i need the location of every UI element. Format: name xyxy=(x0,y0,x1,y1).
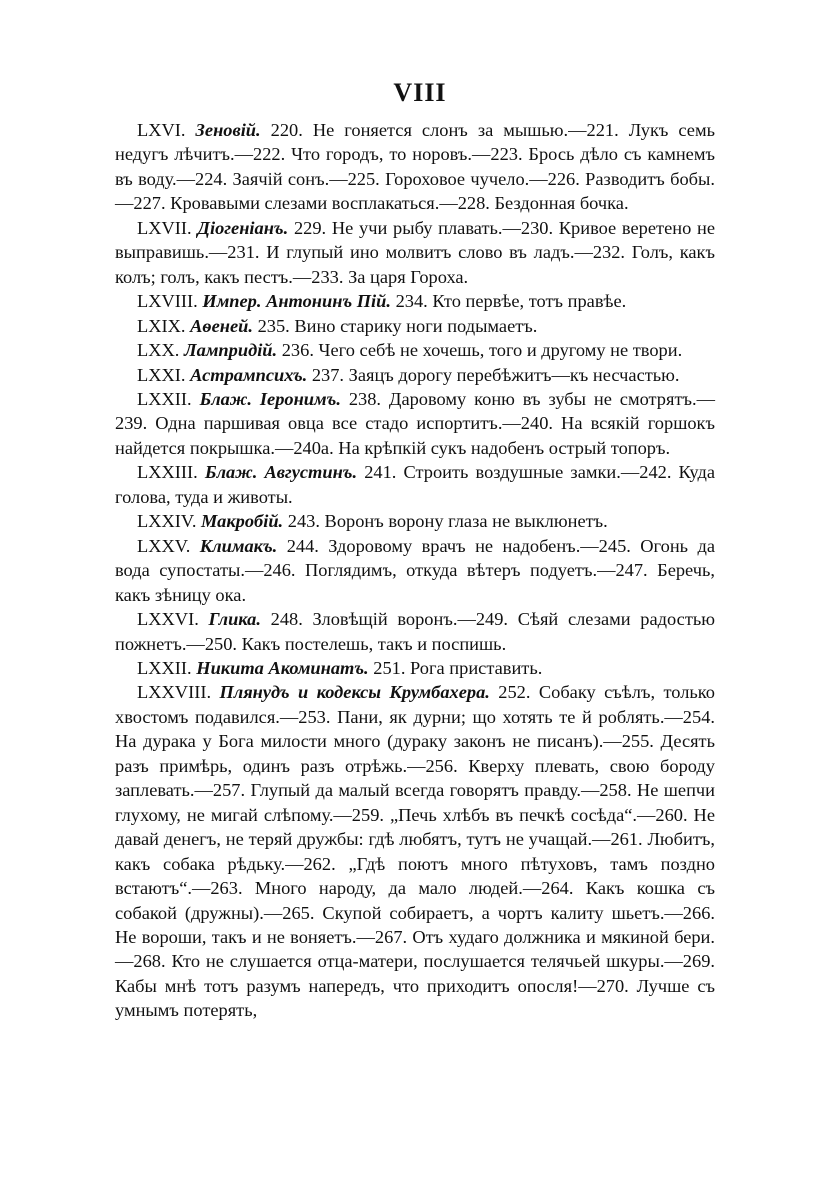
proverb-text: 234. Кто первѣе, тотъ правѣе. xyxy=(390,291,627,312)
section-number: LXXI. xyxy=(137,364,186,385)
section-number: LXXVIII. xyxy=(137,682,212,703)
source-author: Блаж. Августинъ. xyxy=(204,462,358,483)
proverb-entry xyxy=(115,607,715,656)
section-number: LXVII. xyxy=(137,217,192,238)
proverb-entry xyxy=(115,387,715,460)
source-author: Климакъ. xyxy=(199,535,278,556)
proverb-entry xyxy=(115,338,715,362)
source-author: Лампридій. xyxy=(184,340,278,361)
section-number: LXXVI. xyxy=(137,609,199,630)
source-author: Астрампсихъ. xyxy=(190,364,308,385)
proverb-text: 237. Заяцъ дорогу перебѣжитъ—къ несчастью. xyxy=(307,364,680,385)
proverb-text: 229. Не учи рыбу плавать.—230. Кривое веретено не выправишь.—231. И глупый ино молвитъ слово въ ладъ.—232. Голъ, какъ колъ; голъ, какъ пестъ.—233. За царя Гороха. xyxy=(115,217,715,287)
proverb-entry xyxy=(115,289,715,313)
section-number: LXVIII. xyxy=(137,291,198,312)
source-author: Плянудъ и кодексы Крумбахера. xyxy=(219,682,490,703)
proverb-entry xyxy=(115,216,715,289)
proverb-entry xyxy=(115,509,715,533)
section-number: LXXIII. xyxy=(137,462,198,483)
source-author: Глика. xyxy=(208,609,261,630)
proverb-text: 251. Рога приставить. xyxy=(368,657,543,678)
section-number: LXXV. xyxy=(137,535,191,556)
proverb-entry xyxy=(115,680,715,1022)
proverb-text: 244. Здоровому врачъ не надобенъ.—245. Огонь да вода супостаты.—246. Поглядимъ, откуда вѣтеръ подуетъ.—247. Беречь, какъ зѣницу ока. xyxy=(115,535,715,605)
proverb-text: 248. Зловѣщій воронъ.—249. Сѣяй слезами радостью пожнетъ.—250. Какъ постелешь, такъ и поспишь. xyxy=(115,609,715,654)
proverb-text: 238. Даровому коню въ зубы не смотрятъ.—239. Одна паршивая овца все стадо испортитъ.—240. На всякій горшокъ найдется покрышка.—240а. На крѣпкій сукъ надобенъ острый топоръ. xyxy=(115,388,715,458)
section-number: LXXII. xyxy=(137,657,192,678)
section-number: LXIX. xyxy=(137,315,186,336)
body-text xyxy=(115,118,715,1023)
proverb-entry xyxy=(115,460,715,509)
proverb-entry xyxy=(115,314,715,338)
proverb-entry xyxy=(115,534,715,607)
proverb-entry xyxy=(115,118,715,216)
source-author: Зеновій. xyxy=(195,120,261,140)
source-author: Макробій. xyxy=(201,511,284,532)
source-author: Діогеніанъ. xyxy=(197,217,289,238)
proverb-text: 243. Воронъ ворону глаза не выклюнетъ. xyxy=(283,511,608,532)
page-number: VIII xyxy=(393,78,447,107)
section-number: LXX. xyxy=(137,340,180,361)
proverb-entry xyxy=(115,363,715,387)
section-number: LXXII. xyxy=(137,388,192,409)
source-author: Импер. Антонинъ Пій. xyxy=(202,291,391,312)
proverb-text: 220. Не гоняется слонъ за мышью.—221. Лукъ семь недугъ лѣчитъ.—222. Что городъ, то норовъ.—223. Брось дѣло съ камнемъ въ воду.—224. Заячій сонъ.—225. Гороховое чучело.—226. Разводитъ бобы.—227. Кровавыми слезами восплакаться.—228. Бездонная бочка. xyxy=(115,120,715,214)
section-number: LXVI. xyxy=(137,120,186,140)
section-number: LXXIV. xyxy=(137,511,197,532)
proverb-text: 241. Строить воздушные замки.—242. Куда голова, туда и животы. xyxy=(115,462,715,507)
source-author: Блаж. Іеронимъ. xyxy=(199,388,341,409)
proverb-text: 235. Вино старику ноги подымаетъ. xyxy=(252,315,538,336)
source-author: Никита Акоминатъ. xyxy=(196,657,369,678)
source-author: Аѳеней. xyxy=(190,315,253,336)
proverb-entry xyxy=(115,656,715,680)
proverb-text: 236. Чего себѣ не хочешь, того и другому не твори. xyxy=(277,340,683,361)
proverb-text: 252. Собаку съѣлъ, только хвостомъ подавился.—253. Пани, як дурни; що хотять те й роблять.—254. На дурака у Бога милости много (дураку законъ не писанъ).—255. Десять разъ примѣрь, одинъ разъ отрѣжь.—256. Кверху плевать, свою бороду заплевать.—257. Глупый да малый всегда говорятъ правду.—258. Не шепчи глухому, не мигай слѣпому.—259. „Печь хлѣбъ въ печкѣ сосѣда“.—260. Не давай денегъ, не теряй дружбы: гдѣ любятъ, тутъ не учащай.—261. Любитъ, какъ собака рѣдьку.—262. „Гдѣ поютъ много пѣтуховъ, тамъ поздно встаютъ“.—263. Много народу, да мало людей.—264. Какъ кошка съ собакой (дружны).—265. Скупой собираетъ, а чортъ калиту шьетъ.—266. Не вороши, такъ и не воняетъ.—267. Отъ худаго должника и мякиной бери.—268. Кто не слушается отца-матери, послушается телячьей шкуры.—269. Кабы мнѣ тотъ разумъ напередъ, что приходитъ опосля!—270. Лучше съ умнымъ потерять, xyxy=(115,682,715,1021)
